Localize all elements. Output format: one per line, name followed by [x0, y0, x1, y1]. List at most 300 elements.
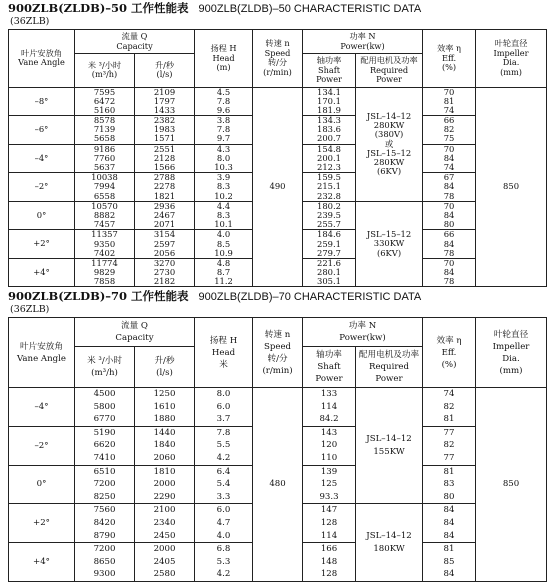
head-cell: [195, 543, 253, 582]
efficiency-cell: [423, 388, 476, 427]
required-power-cell-value: 280KW: [373, 120, 405, 131]
shaft-power-cell-value: 110: [320, 452, 338, 463]
flow-ls-cell-value: 1797: [153, 95, 176, 106]
table2-title-zh: 900ZLB(ZLDB)–70 工作性能表: [8, 289, 189, 303]
flow-m3h-cell-value: 6510: [93, 466, 116, 477]
shaft-power-cell: [303, 87, 356, 116]
head-cell-value: 5.4: [216, 479, 231, 490]
flow-ls-cell: [135, 465, 195, 504]
table1-title-en: 900ZLB(ZLDB)–50 CHARACTERISTIC DATA: [198, 3, 422, 15]
flow-m3h-cell-value: 5160: [93, 104, 116, 115]
head-cell: [195, 426, 253, 465]
flow-m3h-cell-value: 10570: [91, 201, 118, 211]
flow-ls-cell: [135, 426, 195, 465]
flow-m3h-cell: [75, 116, 135, 145]
required-power-cell-value: JSL–15–12: [366, 229, 412, 240]
header-vane-angle: 叶片安放角 Vane Angle: [9, 30, 75, 88]
table-row: [9, 87, 547, 116]
head-cell-value: 3.3: [216, 491, 231, 502]
flow-ls-cell-value: 1566: [153, 162, 176, 172]
flow-ls-cell-value: 2788: [153, 172, 176, 183]
efficiency-cell-value: 84: [443, 569, 455, 580]
required-power-cell-value: 155KW: [373, 446, 405, 457]
flow-ls-cell: [135, 388, 195, 427]
flow-m3h-cell-value: 6558: [93, 190, 116, 201]
head-cell: [195, 144, 253, 173]
vane-angle-cell: –4°: [9, 388, 75, 427]
flow-ls-cell-value: 1840: [153, 440, 176, 451]
table1-body: [9, 87, 547, 287]
required-power-cell-value: (380V): [374, 129, 404, 140]
efficiency-cell: [423, 504, 476, 543]
flow-ls-cell-value: 2730: [153, 267, 176, 278]
flow-ls-cell-value: 2109: [153, 87, 176, 97]
shaft-power-cell-value: 154.8: [317, 144, 341, 154]
efficiency-cell-value: 70: [443, 144, 455, 154]
head-cell-value: 8.3: [216, 181, 231, 192]
flow-ls-cell: [135, 230, 195, 259]
header-capacity: 流量 Q Capacity: [75, 30, 195, 54]
head-cell-value: 8.5: [216, 238, 231, 249]
flow-m3h-cell-value: 5800: [93, 401, 116, 412]
head-cell-value: 4.0: [216, 530, 231, 541]
shaft-power-cell: [303, 543, 356, 582]
shaft-power-cell-value: 181.9: [317, 104, 341, 115]
shaft-power-cell-value: 180.2: [317, 201, 341, 211]
head-cell-value: 8.3: [216, 209, 231, 220]
flow-m3h-cell: [75, 258, 135, 287]
head-cell: [195, 465, 253, 504]
required-power-cell-value: 280KW: [373, 156, 405, 167]
efficiency-cell: [423, 426, 476, 465]
speed-cell: 480: [253, 388, 303, 582]
shaft-power-cell-value: 134.1: [317, 87, 341, 97]
flow-m3h-cell-value: 5190: [93, 427, 116, 438]
flow-m3h-cell: [75, 173, 135, 202]
efficiency-cell-value: 67: [443, 172, 455, 183]
table2-title-en: 900ZLB(ZLDB)–70 CHARACTERISTIC DATA: [198, 291, 422, 303]
flow-m3h-cell: [75, 144, 135, 173]
flow-ls-cell-value: 3270: [153, 258, 176, 268]
flow-ls-cell-value: 2056: [153, 247, 176, 258]
shaft-power-cell-value: 259.1: [317, 238, 341, 249]
shaft-power-cell-value: 212.3: [317, 162, 341, 172]
head-cell-value: 4.2: [216, 569, 231, 580]
head-cell: [195, 201, 253, 230]
shaft-power-cell-value: 200.1: [317, 152, 341, 163]
flow-m3h-cell-value: 7560: [93, 505, 116, 516]
flow-ls-cell-value: 1821: [153, 190, 176, 201]
flow-m3h-cell-value: 9350: [93, 238, 116, 249]
head-cell: [195, 230, 253, 259]
vane-angle-cell: +4°: [9, 543, 75, 582]
shaft-power-cell-value: 280.1: [317, 267, 341, 278]
vane-angle-cell: 0°: [9, 465, 75, 504]
efficiency-cell-value: 84: [443, 505, 455, 516]
header-required-power: 配用电机及功率 Required Power: [356, 347, 423, 388]
efficiency-cell-value: 70: [443, 258, 455, 268]
head-cell: [195, 258, 253, 287]
shaft-power-cell-value: 114: [320, 530, 338, 541]
flow-m3h-cell-value: 5637: [93, 162, 116, 172]
flow-ls-cell-value: 2597: [153, 238, 176, 249]
flow-m3h-cell: [75, 230, 135, 259]
shaft-power-cell: [303, 388, 356, 427]
speed-cell: 490: [253, 87, 303, 287]
vane-angle-cell: +2°: [9, 504, 75, 543]
shaft-power-cell-value: 147: [320, 505, 338, 516]
vane-angle-cell: 0°: [9, 201, 75, 230]
shaft-power-cell-value: 183.6: [317, 124, 341, 135]
shaft-power-cell-value: 200.7: [317, 133, 341, 144]
flow-ls-cell-value: 2405: [153, 556, 176, 567]
header-flow-ls: 升/秒 (l/s): [135, 54, 195, 88]
efficiency-cell-value: 84: [443, 267, 455, 278]
flow-m3h-cell-value: 8882: [93, 209, 116, 220]
shaft-power-cell-value: 128: [320, 517, 338, 528]
vane-angle-cell: –4°: [9, 144, 75, 173]
flow-ls-cell-value: 1610: [153, 401, 176, 412]
flow-ls-cell: [135, 116, 195, 145]
efficiency-cell-value: 81: [443, 414, 455, 425]
efficiency-cell-value: 74: [443, 389, 455, 399]
head-cell-value: 9.7: [216, 133, 231, 144]
shaft-power-cell-value: 93.3: [319, 491, 339, 502]
efficiency-cell-value: 82: [443, 401, 455, 412]
impeller-dia-cell: 850: [476, 87, 547, 287]
flow-ls-cell-value: 1571: [153, 133, 176, 144]
header-power: 功率 N Power(kw): [303, 30, 423, 54]
flow-m3h-cell: [75, 201, 135, 230]
efficiency-cell-value: 77: [443, 452, 455, 463]
head-cell-value: 6.8: [216, 544, 231, 555]
efficiency-cell: [423, 87, 476, 116]
efficiency-cell-value: 66: [443, 115, 455, 126]
head-cell: [195, 173, 253, 202]
header-flow-m3h: 米 ³/小时 (m³/h): [75, 347, 135, 388]
shaft-power-cell: [303, 116, 356, 145]
efficiency-cell-value: 84: [443, 152, 455, 163]
vane-angle-cell: –2°: [9, 426, 75, 465]
head-cell-value: 8.0: [216, 152, 231, 163]
header-flow-ls: 升/秒 (l/s): [135, 347, 195, 388]
head-cell: [195, 388, 253, 427]
flow-m3h-cell-value: 11357: [91, 229, 118, 240]
efficiency-cell-value: 77: [443, 427, 455, 438]
head-cell-value: 7.8: [216, 124, 231, 135]
table1-section: [8, 2, 546, 287]
flow-m3h-cell: [75, 87, 135, 116]
table1: [8, 29, 547, 287]
efficiency-cell: [423, 173, 476, 202]
head-cell-value: 10.2: [214, 190, 233, 201]
flow-m3h-cell: [75, 388, 135, 427]
shaft-power-cell: [303, 426, 356, 465]
header-efficiency: 效率 η Eff. (%): [423, 318, 476, 388]
flow-ls-cell-value: 2382: [153, 115, 176, 126]
efficiency-cell-value: 84: [443, 181, 455, 192]
table2-section: [8, 290, 546, 582]
flow-m3h-cell: [75, 426, 135, 465]
flow-m3h-cell-value: 4500: [93, 389, 116, 399]
shaft-power-cell-value: 279.7: [317, 247, 341, 258]
flow-ls-cell-value: 2000: [153, 479, 176, 490]
efficiency-cell-value: 85: [443, 556, 455, 567]
flow-ls-cell: [135, 201, 195, 230]
flow-ls-cell-value: 1250: [153, 389, 176, 399]
flow-m3h-cell-value: 9300: [93, 569, 116, 580]
efficiency-cell: [423, 144, 476, 173]
head-cell-value: 8.0: [216, 389, 231, 399]
shaft-power-cell-value: 125: [320, 479, 338, 490]
vane-angle-cell: –6°: [9, 116, 75, 145]
flow-ls-cell-value: 2340: [153, 517, 176, 528]
header-required-power: 配用电机及功率 Required Power: [356, 54, 423, 88]
head-cell-value: 7.8: [216, 95, 231, 106]
flow-ls-cell: [135, 504, 195, 543]
required-power-cell-value: 或: [384, 138, 394, 149]
flow-ls-cell-value: 2551: [153, 144, 176, 154]
table-row: [9, 388, 547, 427]
shaft-power-cell-value: 255.7: [317, 219, 341, 230]
flow-m3h-cell-value: 11774: [91, 258, 118, 268]
head-cell-value: 8.7: [216, 267, 231, 278]
shaft-power-cell-value: 184.6: [317, 229, 341, 240]
header-shaft-power: 轴功率 Shaft Power: [303, 54, 356, 88]
flow-ls-cell-value: 1983: [153, 124, 176, 135]
flow-m3h-cell: [75, 543, 135, 582]
shaft-power-cell-value: 139: [320, 466, 338, 477]
flow-m3h-cell-value: 7760: [93, 152, 116, 163]
head-cell: [195, 504, 253, 543]
required-power-cell-value: JSL–15–12: [366, 147, 412, 158]
efficiency-cell: [423, 465, 476, 504]
head-cell-value: 6.0: [216, 505, 231, 516]
shaft-power-cell: [303, 173, 356, 202]
required-power-cell: [356, 388, 423, 504]
shaft-power-cell: [303, 144, 356, 173]
flow-m3h-cell: [75, 504, 135, 543]
shaft-power-cell: [303, 258, 356, 287]
flow-m3h-cell-value: 8250: [93, 491, 116, 502]
head-cell-value: 4.2: [216, 452, 231, 463]
required-power-cell: [356, 504, 423, 582]
header-impeller-dia: 叶轮直径 Impeller Dia. (mm): [476, 30, 547, 88]
efficiency-cell-value: 75: [443, 133, 455, 144]
head-cell: [195, 87, 253, 116]
flow-m3h-cell-value: 6620: [93, 440, 116, 451]
shaft-power-cell-value: 128: [320, 569, 338, 580]
head-cell-value: 10.9: [214, 247, 233, 258]
head-cell-value: 3.9: [216, 172, 231, 183]
table1-title: [8, 2, 546, 16]
efficiency-cell: [423, 116, 476, 145]
head-cell-value: 6.4: [216, 466, 231, 477]
header-vane-angle: 叶片安放角 Vane Angle: [9, 318, 75, 388]
header-impeller-dia: 叶轮直径 Impeller Dia. (mm): [476, 318, 547, 388]
required-power-cell-value: (6KV): [376, 247, 402, 258]
shaft-power-cell-value: 166: [320, 544, 338, 555]
head-cell-value: 4.4: [216, 201, 231, 211]
efficiency-cell: [423, 543, 476, 582]
efficiency-cell-value: 78: [443, 247, 455, 258]
flow-ls-cell-value: 3154: [153, 229, 176, 240]
shaft-power-cell: [303, 230, 356, 259]
header-power: 功率 N Power(kw): [303, 318, 423, 347]
flow-m3h-cell-value: 10038: [91, 172, 118, 183]
flow-ls-cell-value: 2000: [153, 544, 176, 555]
header-shaft-power: 轴功率 Shaft Power: [303, 347, 356, 388]
shaft-power-cell-value: 221.6: [317, 258, 341, 268]
flow-m3h-cell-value: 7595: [93, 87, 116, 97]
flow-ls-cell-value: 2060: [153, 452, 176, 463]
impeller-dia-cell: 850: [476, 388, 547, 582]
vane-angle-cell: –8°: [9, 87, 75, 116]
flow-m3h-cell-value: 8790: [93, 530, 116, 541]
flow-m3h-cell-value: 7139: [93, 124, 116, 135]
efficiency-cell-value: 78: [443, 276, 455, 287]
efficiency-cell-value: 70: [443, 201, 455, 211]
efficiency-cell: [423, 201, 476, 230]
shaft-power-cell-value: 148: [320, 556, 338, 567]
head-cell: [195, 116, 253, 145]
required-power-cell: [356, 87, 423, 201]
efficiency-cell-value: 74: [443, 162, 455, 172]
shaft-power-cell-value: 305.1: [317, 276, 341, 287]
shaft-power-cell: [303, 504, 356, 543]
flow-ls-cell: [135, 258, 195, 287]
head-cell-value: 7.8: [216, 427, 231, 438]
flow-ls-cell: [135, 87, 195, 116]
efficiency-cell-value: 66: [443, 229, 455, 240]
required-power-cell-value: JSL–14–12: [366, 434, 412, 445]
flow-m3h-cell-value: 6472: [93, 95, 116, 106]
table2: [8, 317, 547, 582]
header-speed: 转速 n Speed 转/分 (r/min): [253, 318, 303, 388]
shaft-power-cell-value: 143: [320, 427, 338, 438]
table2-body: [9, 388, 547, 582]
efficiency-cell-value: 80: [443, 491, 455, 502]
head-cell-value: 9.6: [216, 104, 231, 115]
flow-m3h-cell-value: 6770: [93, 414, 116, 425]
flow-m3h-cell-value: 7994: [93, 181, 116, 192]
flow-m3h-cell-value: 8420: [93, 517, 116, 528]
flow-ls-cell-value: 2580: [153, 569, 176, 580]
header-flow-m3h: 米 ³/小时 (m³/h): [75, 54, 135, 88]
flow-m3h-cell-value: 9186: [93, 144, 116, 154]
required-power-cell-value: JSL–14–12: [366, 110, 412, 121]
required-power-cell-value: 180KW: [373, 543, 405, 554]
flow-ls-cell-value: 2071: [153, 219, 176, 230]
flow-m3h-cell-value: 8650: [93, 556, 116, 567]
efficiency-cell-value: 80: [443, 219, 455, 230]
efficiency-cell-value: 84: [443, 209, 455, 220]
head-cell-value: 11.2: [214, 276, 233, 287]
required-power-cell-value: (6KV): [376, 166, 402, 177]
flow-m3h-cell-value: 7402: [93, 247, 116, 258]
head-cell-value: 3.7: [216, 414, 231, 425]
shaft-power-cell-value: 170.1: [317, 95, 341, 106]
shaft-power-cell-value: 232.8: [317, 190, 341, 201]
flow-ls-cell-value: 1880: [153, 414, 176, 425]
flow-m3h-cell-value: 7457: [93, 219, 116, 230]
flow-ls-cell: [135, 173, 195, 202]
flow-m3h-cell-value: 9829: [93, 267, 116, 278]
flow-m3h-cell-value: 7858: [93, 276, 116, 287]
flow-ls-cell-value: 2278: [153, 181, 176, 192]
vane-angle-cell: –2°: [9, 173, 75, 202]
head-cell-value: 10.3: [214, 162, 233, 172]
flow-ls-cell-value: 2100: [153, 505, 176, 516]
flow-m3h-cell-value: 5658: [93, 133, 116, 144]
vane-angle-cell: +4°: [9, 258, 75, 287]
flow-ls-cell-value: 1433: [153, 104, 176, 115]
flow-m3h-cell: [75, 465, 135, 504]
efficiency-cell-value: 82: [443, 440, 455, 451]
header-capacity: 流量 Q Capacity: [75, 318, 195, 347]
flow-ls-cell-value: 2128: [153, 152, 176, 163]
efficiency-cell-value: 81: [443, 95, 455, 106]
efficiency-cell-value: 81: [443, 544, 455, 555]
efficiency-cell: [423, 258, 476, 287]
table1-subtitle: (36ZLB): [10, 16, 50, 27]
table2-subtitle: (36ZLB): [10, 304, 50, 315]
head-cell-value: 3.8: [216, 115, 231, 126]
head-cell-value: 4.3: [216, 144, 231, 154]
shaft-power-cell: [303, 465, 356, 504]
shaft-power-cell-value: 114: [320, 401, 338, 412]
head-cell-value: 6.0: [216, 401, 231, 412]
head-cell-value: 5.3: [216, 556, 231, 567]
shaft-power-cell-value: 133: [320, 389, 338, 399]
flow-m3h-cell-value: 8578: [93, 115, 116, 126]
head-cell-value: 4.0: [216, 229, 231, 240]
header-head: 扬程 H Head (m): [195, 30, 253, 88]
flow-m3h-cell-value: 7200: [93, 544, 116, 555]
efficiency-cell-value: 82: [443, 124, 455, 135]
shaft-power-cell: [303, 201, 356, 230]
shaft-power-cell-value: 239.5: [317, 209, 341, 220]
flow-ls-cell: [135, 543, 195, 582]
required-power-cell-value: 330KW: [373, 238, 405, 249]
flow-ls-cell-value: 2182: [153, 276, 176, 287]
head-cell-value: 4.7: [216, 517, 231, 528]
vane-angle-cell: +2°: [9, 230, 75, 259]
shaft-power-cell-value: 120: [320, 440, 338, 451]
efficiency-cell-value: 84: [443, 517, 455, 528]
head-cell-value: 10.1: [214, 219, 233, 230]
flow-ls-cell-value: 2467: [153, 209, 176, 220]
efficiency-cell: [423, 230, 476, 259]
header-efficiency: 效率 η Eff. (%): [423, 30, 476, 88]
efficiency-cell-value: 70: [443, 87, 455, 97]
head-cell-value: 4.5: [216, 87, 231, 97]
header-speed: 转速 n Speed 转/分 (r/min): [253, 30, 303, 88]
shaft-power-cell-value: 159.5: [317, 172, 341, 183]
header-head: 扬程 H Head 米: [195, 318, 253, 388]
flow-ls-cell-value: 1810: [153, 466, 176, 477]
required-power-cell-value: JSL–14–12: [366, 531, 412, 542]
shaft-power-cell-value: 134.3: [317, 115, 341, 126]
flow-ls-cell-value: 2936: [153, 201, 176, 211]
efficiency-cell-value: 74: [443, 104, 455, 115]
efficiency-cell-value: 78: [443, 190, 455, 201]
flow-ls-cell-value: 2450: [153, 530, 176, 541]
flow-m3h-cell-value: 7200: [93, 479, 116, 490]
flow-ls-cell-value: 2290: [153, 491, 176, 502]
flow-m3h-cell-value: 7410: [93, 452, 116, 463]
efficiency-cell-value: 81: [443, 466, 455, 477]
